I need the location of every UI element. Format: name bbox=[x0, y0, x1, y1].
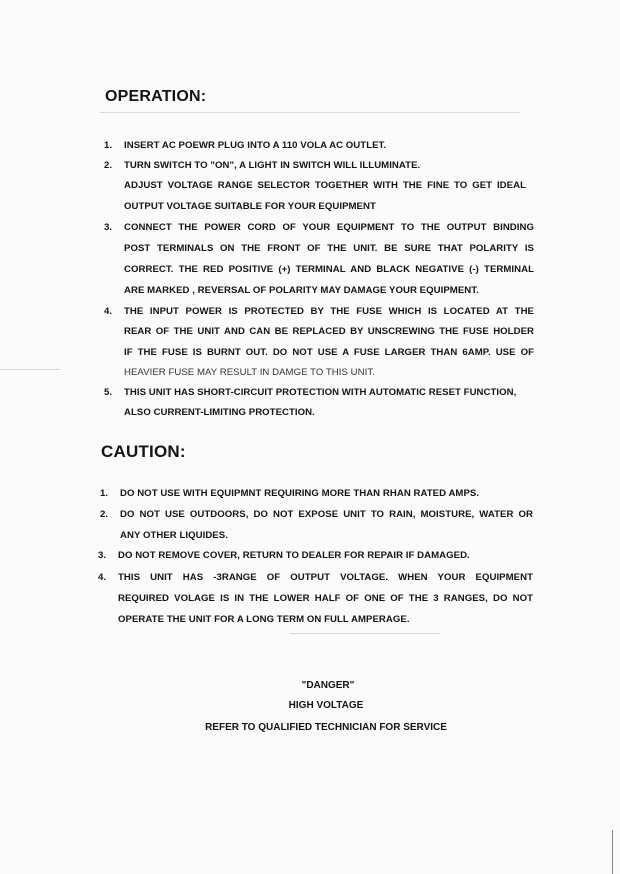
caution-item-1-line-1: DO NOT USE WITH EQUIPMNT REQUIRING MORE THAN RHAN RATED AMPS. bbox=[120, 488, 480, 499]
operation-item-3-line-4: ARE MARKED , REVERSAL OF POLARITY MAY DAMAGE YOUR EQUIPMENT. bbox=[124, 285, 479, 296]
scan-line bbox=[0, 369, 60, 370]
operation-item-3-line-3: CORRECT. THE RED POSITIVE (+) TERMINAL AND BLACK NEGATIVE (-) TERMINAL bbox=[124, 264, 534, 275]
caution-item-4-line-1: THIS UNIT HAS -3RANGE OF OUTPUT VOLTAGE. WHEN YOUR EQUIPMENT bbox=[118, 572, 533, 583]
operation-item-1-line-1: INSERT AC POEWR PLUG INTO A 110 VOLA AC OUTLET. bbox=[124, 140, 387, 151]
operation-heading: OPERATION: bbox=[105, 88, 207, 105]
operation-item-3-line-1: CONNECT THE POWER CORD OF YOUR EQUIPMENT TO THE OUTPUT BINDING bbox=[124, 222, 534, 233]
operation-item-2-line-2: ADJUST VOLTAGE RANGE SELECTOR TOGETHER WITH THE FINE TO GET IDEAL bbox=[124, 180, 526, 191]
scan-line bbox=[100, 112, 520, 113]
caution-item-3-number: 3. bbox=[98, 550, 107, 561]
operation-item-1-number: 1. bbox=[104, 140, 113, 151]
caution-item-4-line-2: REQUIRED VOLAGE IS IN THE LOWER HALF OF ONE OF THE 3 RANGES, DO NOT bbox=[118, 593, 533, 604]
operation-item-3-number: 3. bbox=[104, 222, 113, 233]
operation-item-4-number: 4. bbox=[104, 306, 113, 317]
operation-item-2-line-1: TURN SWITCH TO "ON", A LIGHT IN SWITCH WILL ILLUMINATE. bbox=[124, 160, 421, 171]
danger-service-notice: REFER TO QUALIFIED TECHNICIAN FOR SERVICE bbox=[205, 722, 447, 733]
caution-item-4-number: 4. bbox=[98, 572, 107, 583]
caution-item-2-line-1: DO NOT USE OUTDOORS, DO NOT EXPOSE UNIT TO RAIN, MOISTURE, WATER OR bbox=[120, 509, 533, 520]
operation-item-4-line-1: THE INPUT POWER IS PROTECTED BY THE FUSE WHICH IS LOCATED AT THE bbox=[124, 306, 534, 317]
caution-heading: CAUTION: bbox=[101, 442, 186, 461]
operation-item-5-line-2: ALSO CURRENT-LIMITING PROTECTION. bbox=[124, 407, 315, 418]
operation-item-5-number: 5. bbox=[104, 387, 113, 398]
caution-item-3-line-1: DO NOT REMOVE COVER, RETURN TO DEALER FOR REPAIR IF DAMAGED. bbox=[118, 550, 470, 561]
page-edge-mark bbox=[612, 830, 613, 874]
caution-item-2-number: 2. bbox=[100, 509, 109, 520]
caution-item-1-number: 1. bbox=[100, 488, 109, 499]
operation-item-2-number: 2. bbox=[104, 160, 113, 171]
scan-line bbox=[290, 633, 440, 634]
operation-item-4-line-4: HEAVIER FUSE MAY RESULT IN DAMGE TO THIS UNIT. bbox=[124, 367, 375, 378]
operation-item-4-line-3: IF THE FUSE IS BURNT OUT. DO NOT USE A FUSE LARGER THAN 6AMP. USE OF bbox=[124, 347, 534, 358]
danger-high-voltage: HIGH VOLTAGE bbox=[288, 700, 364, 711]
operation-item-2-line-3: OUTPUT VOLTAGE SUITABLE FOR YOUR EQUIPMENT bbox=[124, 201, 376, 212]
danger-title: "DANGER" bbox=[301, 680, 355, 691]
operation-item-5-line-1: THIS UNIT HAS SHORT-CIRCUIT PROTECTION WITH AUTOMATIC RESET FUNCTION, bbox=[124, 387, 517, 398]
caution-item-2-line-2: ANY OTHER LIQUIDES. bbox=[120, 530, 228, 541]
operation-item-3-line-2: POST TERMINALS ON THE FRONT OF THE UNIT. BE SURE THAT POLARITY IS bbox=[124, 243, 534, 254]
caution-item-4-line-3: OPERATE THE UNIT FOR A LONG TERM ON FULL AMPERAGE. bbox=[118, 614, 410, 625]
operation-item-4-line-2: REAR OF THE UNIT AND CAN BE REPLACED BY UNSCREWING THE FUSE HOLDER bbox=[124, 326, 534, 337]
